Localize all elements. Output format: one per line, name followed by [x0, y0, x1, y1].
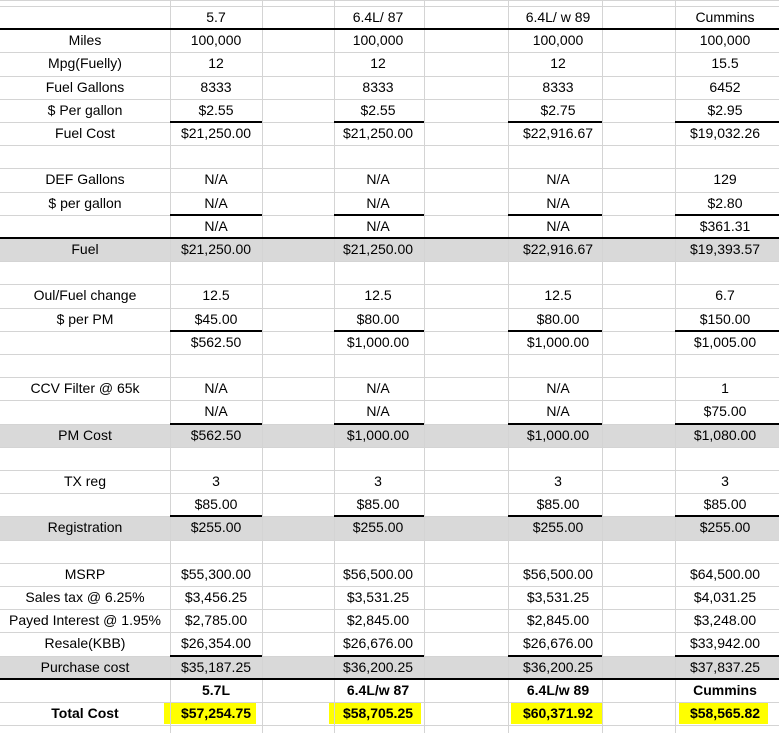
table-cell[interactable]: 3 [554, 473, 562, 489]
table-cell[interactable]: $1,005.00 [693, 333, 757, 350]
table-cell[interactable]: $60,371.92 [522, 705, 594, 721]
table-cell[interactable]: $255.00 [190, 519, 242, 536]
table-cell[interactable]: 12 [208, 55, 224, 72]
table-cell[interactable]: $3,248.00 [693, 612, 757, 629]
table-cell[interactable]: 6452 [709, 78, 741, 95]
row-label: Oul/Fuel change [33, 287, 137, 304]
table-cell[interactable]: $33,942.00 [689, 635, 761, 652]
table-cell[interactable]: $21,250.00 [342, 125, 414, 141]
grid-line [0, 0, 779, 1]
table-cell[interactable]: $85.00 [536, 496, 580, 513]
table-cell[interactable]: $3,456.25 [184, 589, 248, 605]
table-cell[interactable]: Cummins [693, 681, 757, 698]
grid-line [0, 725, 779, 726]
row-label: Registration [47, 519, 123, 536]
table-cell[interactable]: 129 [713, 171, 737, 188]
table-cell[interactable]: $562.50 [190, 333, 242, 350]
table-cell[interactable]: $2.95 [707, 101, 743, 118]
table-cell[interactable]: $21,250.00 [180, 241, 252, 257]
table-cell[interactable]: $35,187.25 [180, 658, 252, 675]
table-cell[interactable]: 6.4L/ 87 [352, 9, 404, 25]
row-label: Miles [68, 32, 102, 49]
table-cell[interactable]: $2.80 [707, 194, 743, 211]
table-cell[interactable]: 6.4L/w 89 [526, 681, 590, 698]
table-cell[interactable]: 6.4L/ w 89 [525, 9, 591, 25]
table-cell[interactable]: $150.00 [699, 310, 751, 327]
row-label: Mpg(Fuelly) [48, 55, 122, 72]
row-label: Fuel [71, 241, 99, 257]
table-cell[interactable]: $2,845.00 [526, 612, 590, 629]
table-cell[interactable]: N/A [366, 194, 390, 211]
table-cell[interactable]: 5.7L [201, 681, 230, 698]
table-cell[interactable]: $1,080.00 [693, 426, 757, 443]
row-label: MSRP [64, 565, 106, 582]
table-cell[interactable]: 6.4L/w 87 [346, 681, 410, 698]
table-cell[interactable]: $1,000.00 [346, 333, 410, 350]
table-cell[interactable]: $80.00 [536, 310, 580, 327]
table-cell[interactable]: N/A [366, 380, 390, 397]
row-label: CCV Filter @ 65k [30, 380, 140, 397]
table-cell[interactable]: $3,531.25 [346, 589, 410, 605]
table-cell[interactable]: 3 [212, 473, 220, 489]
table-cell[interactable]: $361.31 [699, 217, 751, 234]
table-cell[interactable]: 100,000 [352, 32, 404, 49]
table-cell[interactable]: $75.00 [703, 403, 747, 420]
table-cell[interactable]: $1,000.00 [526, 333, 590, 350]
table-cell[interactable]: $22,916.67 [522, 241, 594, 257]
row-label: DEF Gallons [45, 171, 125, 188]
table-cell[interactable]: $21,250.00 [180, 125, 252, 141]
table-cell[interactable]: $2.55 [360, 101, 396, 118]
table-cell[interactable]: $255.00 [532, 519, 584, 536]
table-cell[interactable]: $19,393.57 [689, 241, 761, 257]
table-cell[interactable]: N/A [546, 217, 570, 234]
table-cell[interactable]: 12.5 [544, 287, 572, 304]
table-cell[interactable]: 8333 [542, 78, 574, 95]
row-label: Total Cost [51, 705, 119, 721]
table-cell[interactable]: $255.00 [352, 519, 404, 536]
grid-line [0, 145, 779, 146]
table-cell[interactable]: $19,032.26 [689, 125, 761, 141]
table-cell[interactable]: N/A [546, 171, 570, 188]
table-cell[interactable]: 5.7 [206, 9, 226, 25]
table-cell[interactable]: $58,565.82 [689, 705, 761, 721]
table-cell[interactable]: $36,200.25 [522, 658, 594, 675]
table-cell[interactable]: $85.00 [356, 496, 400, 513]
row-label: $ per gallon [48, 194, 122, 211]
table-cell[interactable]: $2.55 [198, 101, 234, 118]
table-cell[interactable]: N/A [204, 217, 228, 234]
table-cell[interactable]: N/A [366, 403, 390, 420]
row-label: $ Per gallon [47, 101, 123, 118]
table-cell[interactable]: $562.50 [190, 426, 242, 443]
table-cell[interactable]: 100,000 [699, 32, 751, 49]
table-cell[interactable]: $80.00 [356, 310, 400, 327]
table-cell[interactable]: $45.00 [194, 310, 238, 327]
table-cell[interactable]: $36,200.25 [342, 658, 414, 675]
grid-line [0, 354, 779, 355]
grid-line [0, 261, 779, 262]
table-cell[interactable]: $1,000.00 [346, 426, 410, 443]
table-cell[interactable]: $58,705.25 [342, 705, 414, 721]
table-cell[interactable]: 12 [550, 55, 566, 72]
table-cell[interactable]: $1,000.00 [526, 426, 590, 443]
grid-line [0, 447, 779, 448]
table-cell[interactable]: N/A [204, 403, 228, 420]
table-cell[interactable]: Cummins [695, 9, 755, 25]
row-label: Payed Interest @ 1.95% [9, 612, 161, 629]
table-cell[interactable]: 12.5 [364, 287, 392, 304]
table-cell[interactable]: 12 [370, 55, 386, 72]
table-cell[interactable]: $21,250.00 [342, 241, 414, 257]
table-cell[interactable]: $4,031.25 [693, 589, 757, 605]
table-cell[interactable]: $255.00 [699, 519, 751, 536]
table-cell[interactable]: $56,500.00 [522, 565, 594, 582]
table-cell[interactable]: $56,500.00 [342, 565, 414, 582]
table-cell[interactable]: $57,254.75 [180, 705, 252, 721]
table-cell[interactable]: N/A [204, 194, 228, 211]
table-cell[interactable]: $3,531.25 [526, 589, 590, 605]
table-cell[interactable]: 12.5 [202, 287, 230, 304]
table-cell[interactable]: N/A [546, 194, 570, 211]
table-cell[interactable]: $2,785.00 [184, 612, 248, 629]
row-label: TX reg [63, 473, 106, 489]
row-label: Resale(KBB) [44, 635, 126, 652]
grid-line [0, 540, 779, 541]
table-cell[interactable]: $2.75 [540, 101, 576, 118]
table-cell[interactable]: N/A [546, 380, 570, 397]
table-cell[interactable]: N/A [366, 171, 390, 188]
row-label: Fuel Cost [55, 125, 115, 141]
table-cell[interactable]: 100,000 [190, 32, 242, 49]
table-cell[interactable]: $26,354.00 [180, 635, 252, 652]
table-cell[interactable]: $22,916.67 [522, 125, 594, 141]
table-cell[interactable]: 6.7 [715, 287, 735, 304]
table-cell[interactable]: $26,676.00 [342, 635, 414, 652]
table-cell[interactable]: N/A [204, 171, 228, 188]
table-cell[interactable]: N/A [546, 403, 570, 420]
table-cell[interactable]: 100,000 [532, 32, 584, 49]
table-cell[interactable]: N/A [204, 380, 228, 397]
table-cell[interactable]: 3 [374, 473, 382, 489]
table-cell[interactable]: $37,837.25 [689, 658, 761, 675]
table-cell[interactable]: $85.00 [194, 496, 238, 513]
row-label: $ per PM [56, 310, 114, 327]
row-label: Fuel Gallons [45, 78, 125, 95]
table-cell[interactable]: 3 [721, 473, 729, 489]
row-label: Purchase cost [40, 658, 130, 675]
table-cell[interactable]: $85.00 [703, 496, 747, 513]
table-cell[interactable]: $2,845.00 [346, 612, 410, 629]
table-cell[interactable]: N/A [366, 217, 390, 234]
table-cell[interactable]: $55,300.00 [180, 565, 252, 582]
table-cell[interactable]: 8333 [200, 78, 232, 95]
row-label: Sales tax @ 6.25% [25, 589, 145, 605]
table-cell[interactable]: 8333 [362, 78, 394, 95]
row-label: PM Cost [58, 426, 112, 443]
table-cell[interactable]: 1 [721, 380, 729, 397]
table-cell[interactable]: 15.5 [711, 55, 739, 72]
table-cell[interactable]: $26,676.00 [522, 635, 594, 652]
table-cell[interactable]: $64,500.00 [689, 565, 761, 582]
